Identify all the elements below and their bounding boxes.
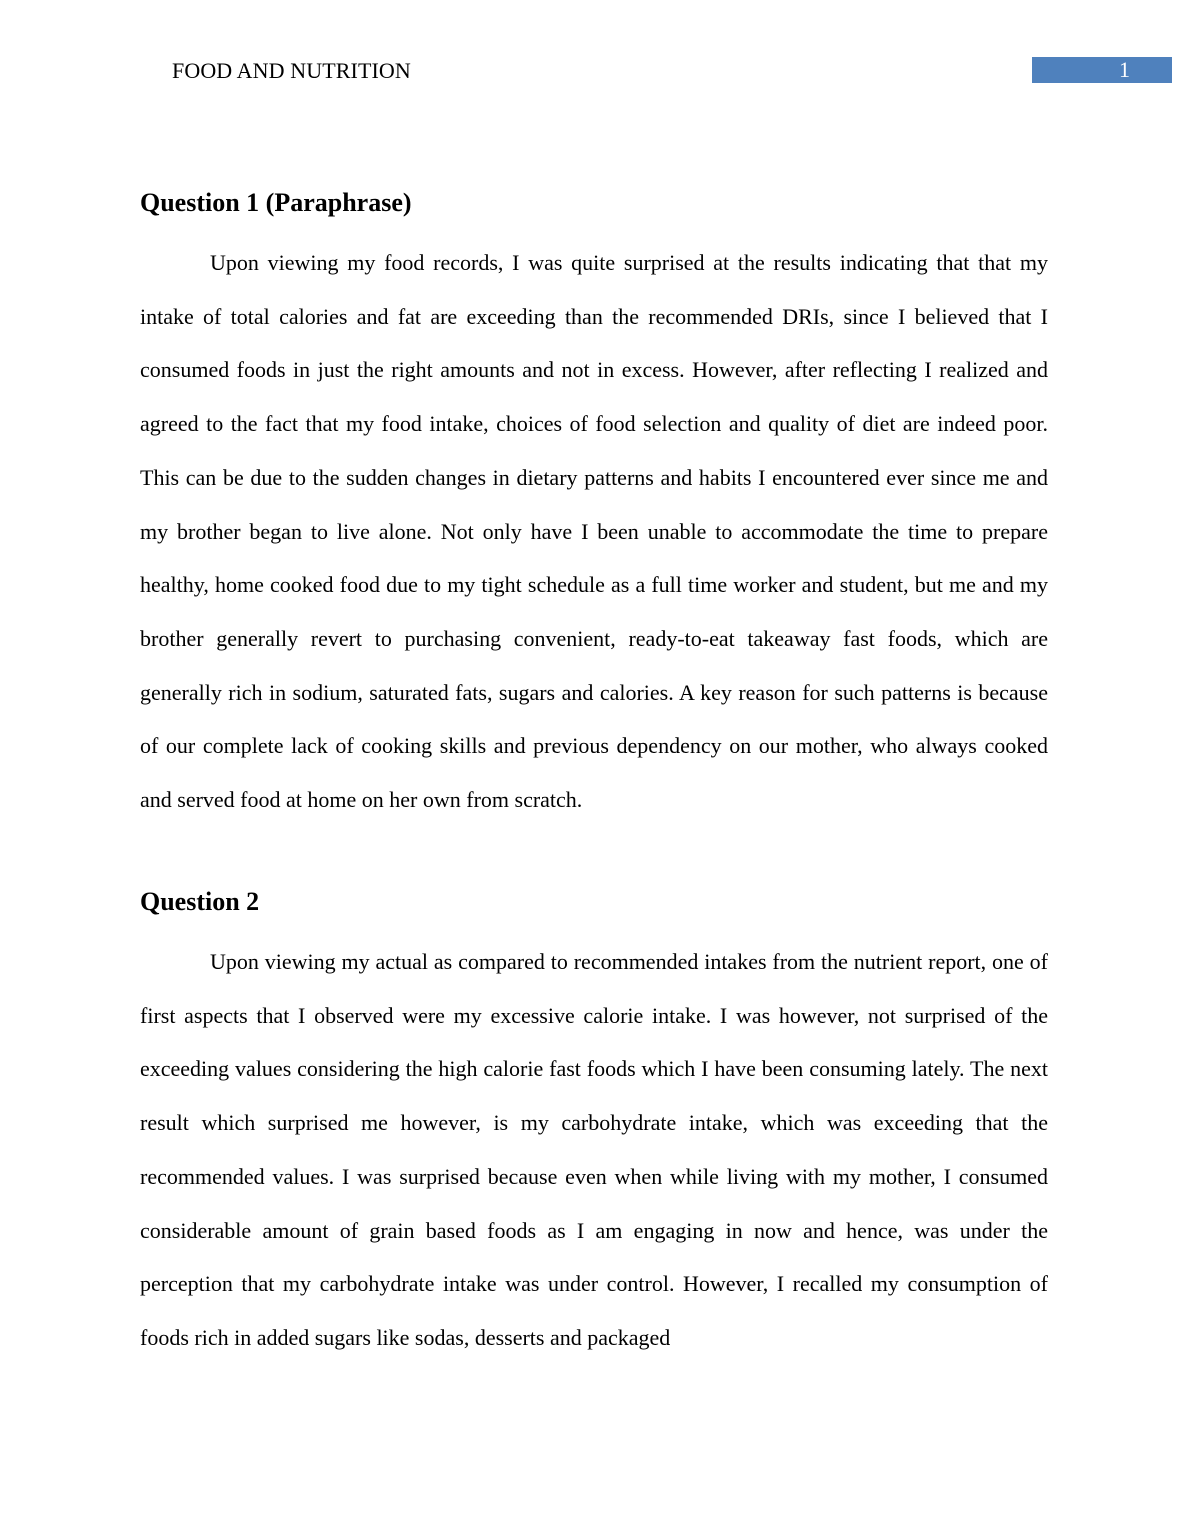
running-header-title: FOOD AND NUTRITION: [172, 58, 411, 83]
question-2-heading: Question 2: [140, 887, 260, 916]
question-2-paragraph: Upon viewing my actual as compared to recommended intakes from the nutrient report, one of first aspects that I observed were my excessive calorie intake. I was however, not surprised of the exceeding values considering the high calorie fast foods which I have been consuming lately. The next result which surprised me however, is my carbohydrate intake, which was exceeding that the recommended values. I was surprised because even when while living with my mother, I consumed considerable amount of grain based foods as I am engaging in now and hence, was under the perception that my carbohydrate intake was under control. However, I recalled my consumption of foods rich in added sugars like sodas, desserts and packaged: [140, 949, 1048, 1350]
page-number-badge: [1032, 57, 1172, 83]
page-number: 1: [1119, 57, 1130, 82]
question-1-heading: Question 1 (Paraphrase): [140, 188, 412, 217]
question-1-paragraph: Upon viewing my food records, I was quite surprised at the results indicating that that my intake of total calories and fat are exceeding than the recommended DRIs, since I believed that I consumed foods in just the right amounts and not in excess. However, after reflecting I realized and agreed to the fact that my food intake, choices of food selection and quality of diet are indeed poor. This can be due to the sudden changes in dietary patterns and habits I encountered ever since me and my brother began to live alone. Not only have I been unable to accommodate the time to prepare healthy, home cooked food due to my tight schedule as a full time worker and student, but me and my brother generally revert to purchasing convenient, ready-to-eat takeaway fast foods, which are generally rich in sodium, saturated fats, sugars and calories. A key reason for such patterns is because of our complete lack of cooking skills and previous dependency on our mother, who always cooked and served food at home on her own from scratch.: [140, 250, 1048, 813]
